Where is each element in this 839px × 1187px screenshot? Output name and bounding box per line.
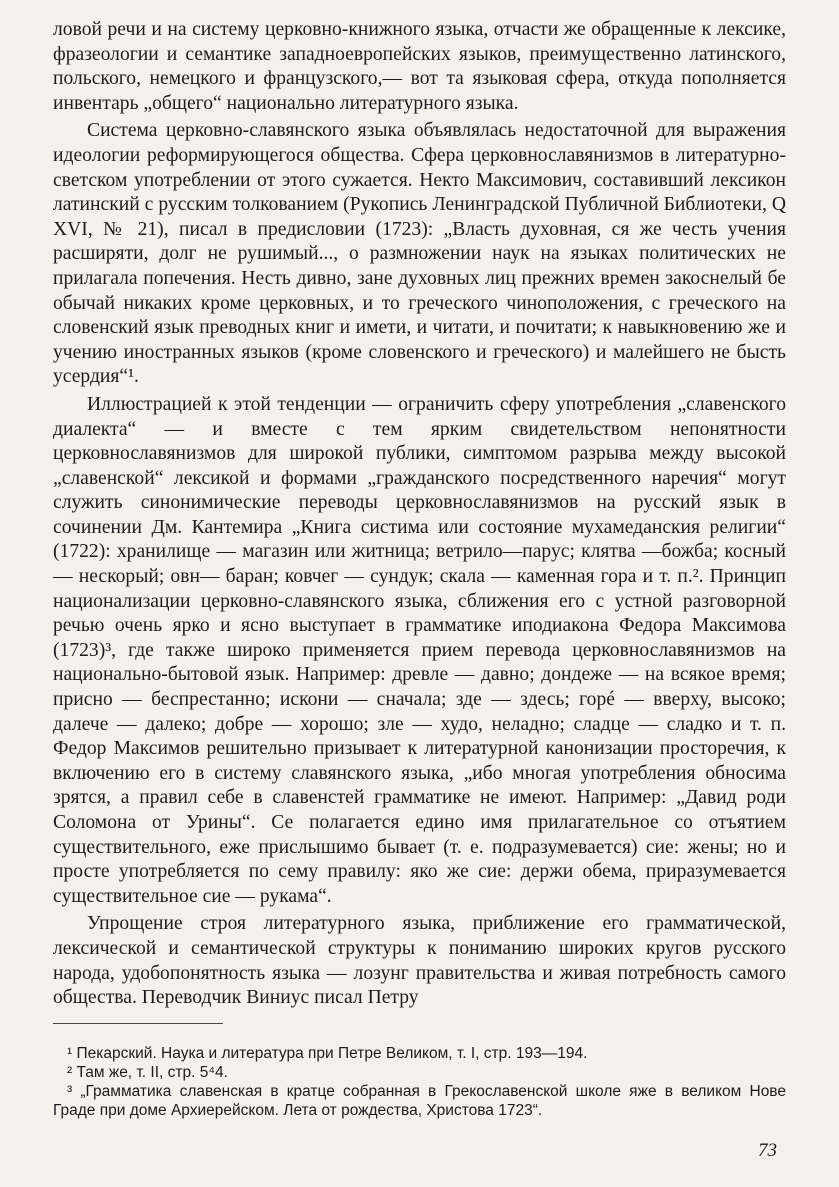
footnote-1: ¹ Пекарский. Наука и литература при Петре Великом, т. I, стр. 193—194. — [67, 1045, 588, 1062]
page-number: 73 — [758, 1140, 777, 1161]
paragraph-2: Система церковно-славянского языка объявлялась недостаточной для выражения идеологии реформирующегося общества. Сфера церковнославянизмов в литературно-светском употреблении от этого сужается. Некто Максимович, составивший лексикон латинский с русским толкованием (Рукопись Ленинградской Публичной Библиотеки, Q XVI, № 21), писал в предисловии (1723): „Власть духовная, ся же честь учения расширяти, долг не рушимый..., о размножении наук на языках политических не прилагала попечения. Несть дивно, зане духовных лиц прежних времен закоснелый бе обычай никаких кроме церковных, и то греческого чиноположения, с греческого на словенский язык преводных книг и имети, и читати, и почитати; к навыкновению же и учению иностранных языков (кроме словенского и греческого) и малейшего не бысть усердия“¹. — [53, 120, 786, 388]
footnote-2: ² Там же, т. II, стр. 5⁴4. — [67, 1064, 228, 1081]
footnote-3: ³ „Грамматика славенская в кратце собранная в Грекославенской школе яже в великом Нове Граде при доме Архиерейском. Лета от рождества, Христова 1723“. — [53, 1083, 786, 1119]
main-text — [53, 18, 786, 1011]
footnotes — [53, 1044, 786, 1120]
footnote-divider — [53, 1023, 223, 1024]
paragraph-3: Иллюстрацией к этой тенденции — ограничить сферу употребления „славенского диалекта“ — и вместе с тем ярким свидетельством непонятности церковнославянизмов для широкой публики, симптомом разрыва между высокой „славенской“ лексикой и формами „гражданского посредственного наречия“ могут служить синонимические переводы церковнославянизмов на русский язык в сочинении Дм. Кантемира „Книга систима или состояние мухамеданския религии“ (1722): хранилище — магазин или житница; ветрило—парус; клятва —божба; косный— нескорый; овн— баран; ковчег — сундук; скала — каменная гора и т. п.². Принцип национализации церковно-славянского языка, сближения его с устной разговорной речью очень ярко и ясно выступает в грамматике иподиакона Федора Максимова (1723)³, где также широко применяется прием перевода церковнославянизмов на национально-бытовой язык. Например: древле — давно; дондеже — на всякое время; присно — беспрестанно; искони — сначала; зде — здесь; горé — вверху, высоко; далече — далеко; добре — хорошо; зле — худо, неладно; сладце — сладко и т. п. Федор Максимов решительно призывает к литературной канонизации просторечия, к включению его в систему славянского языка, „ибо многая употребления обносима зрятся, а правил себе в славенстей грамматике не имеют. Например: „Давид роди Соломона от Урины“. Се полагается едино имя прилагательное со отъятием существительного, еже прислышимо бывает (т. е. подразумевается) сие: жены; но и просте употребляется по сему правилу: яко же сие: держи обема, приразумевается существительное сие — рукама“. — [53, 393, 786, 907]
paragraph-4: Упрощение строя литературного языка, приближение его грамматической, лексической и семантической структуры к пониманию широких кругов русского народа, удобопонятность языка — лозунг правительства и живая потребность самого общества. Переводчик Виниус писал Петру — [53, 913, 786, 1009]
paragraph-1: ловой речи и на систему церковно-книжного языка, отчасти же обращенные к лексике, фразеологии и семантике западноевропейских языков, преимущественно латинского, польского, немецкого и французского,— вот та языковая сфера, откуда пополняется инвентарь „общего“ национально литературного языка. — [53, 19, 786, 114]
